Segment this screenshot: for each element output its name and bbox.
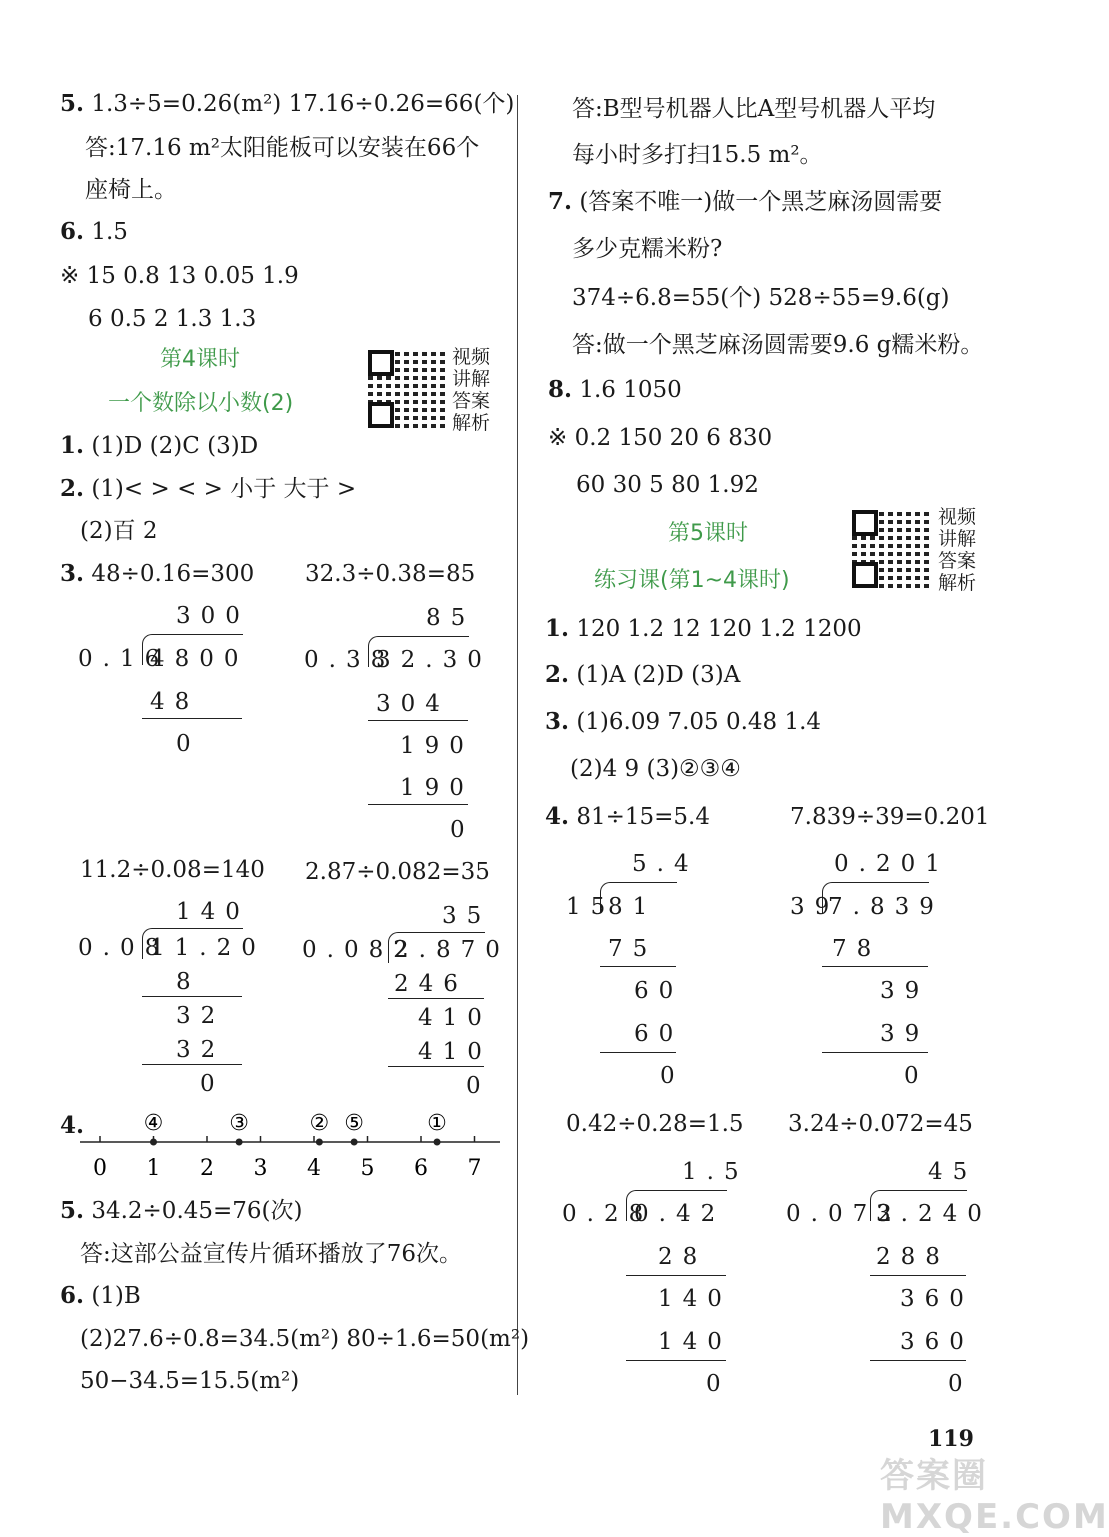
watermark-logo: 答案圈 MXQE.COM bbox=[880, 1456, 1109, 1537]
left-q5b-answer: 答:这部公益宣传片循环播放了76次。 bbox=[80, 1241, 463, 1267]
ld8-line2 bbox=[870, 1360, 966, 1361]
ld7-line2 bbox=[626, 1360, 726, 1361]
ld7-row3: 140 bbox=[658, 1329, 732, 1355]
ld8-row2: 360 bbox=[900, 1286, 974, 1312]
lesson5-subtitle: 练习课(第1~4课时) bbox=[594, 568, 790, 593]
ld7-row1: 28 bbox=[658, 1244, 708, 1270]
right-q4-eq3: 0.42÷0.28=1.5 bbox=[566, 1111, 744, 1137]
left-q6b-2: (2)27.6÷0.8=34.5(m²) 80÷1.6=50(m²) bbox=[80, 1326, 530, 1352]
ld1-dividend: 4800 bbox=[150, 646, 249, 672]
left-q2-part2: (2)百 2 bbox=[80, 518, 158, 544]
ld1-line bbox=[142, 718, 242, 719]
number-line-tick-label: 0 bbox=[93, 1156, 107, 1181]
lesson4-title: 第4课时 bbox=[160, 347, 240, 372]
ld3-quotient: 140 bbox=[176, 899, 250, 925]
ld2-row2: 190 bbox=[400, 733, 474, 759]
ld2-row3: 190 bbox=[400, 775, 474, 801]
ld4-dividend: 2.870 bbox=[394, 937, 510, 963]
ld5-line2 bbox=[600, 1052, 676, 1053]
right-star-row2: 60 30 5 80 1.92 bbox=[576, 472, 759, 498]
ld2-divisor: 0.38 bbox=[304, 647, 396, 673]
left-q5: 5. 1.3÷5=0.26(m²) 17.16÷0.26=66(个) bbox=[60, 90, 515, 117]
ld6-line2 bbox=[822, 1052, 928, 1053]
ld5-row1: 75 bbox=[608, 936, 658, 962]
ld2-line1 bbox=[368, 720, 468, 721]
right-q7-2: 多少克糯米粉? bbox=[572, 236, 723, 262]
ld8-dividend: 3.240 bbox=[876, 1201, 992, 1227]
ld7-dividend: 0.42 bbox=[634, 1201, 726, 1227]
ld2-row4: 0 bbox=[450, 817, 475, 843]
left-q5b: 5. 34.2÷0.45=76(次) bbox=[60, 1197, 303, 1224]
ld4-row2: 410 bbox=[418, 1005, 492, 1031]
left-q5-answer: 答:17.16 m²太阳能板可以安装在66个 bbox=[85, 135, 480, 161]
number-line-tick-label: 7 bbox=[467, 1156, 482, 1181]
ld3-row2: 32 bbox=[176, 1003, 226, 1029]
right-q3-2: (2)4 9 (3)②③④ bbox=[570, 756, 741, 782]
left-q1: 1. (1)D (2)C (3)D bbox=[60, 432, 259, 459]
ld3-row4: 0 bbox=[200, 1071, 225, 1097]
ld4-row4: 0 bbox=[466, 1073, 491, 1099]
number-line-tick-label: 6 bbox=[414, 1156, 428, 1181]
right-q7: 7. (答案不唯一)做一个黑芝麻汤圆需要 bbox=[548, 188, 943, 215]
ld7-row2: 140 bbox=[658, 1286, 732, 1312]
right-answer-top2: 每小时多打扫15.5 m²。 bbox=[572, 142, 823, 168]
ld3-line1 bbox=[142, 996, 242, 997]
number-line-tick-label: 2 bbox=[200, 1156, 214, 1181]
number-line-point-label: ① bbox=[427, 1111, 447, 1136]
ld4-row1: 246 bbox=[394, 971, 468, 997]
number-line-point bbox=[316, 1139, 323, 1146]
left-q5-answer-cont: 座椅上。 bbox=[85, 177, 177, 203]
ld1-row1: 48 bbox=[150, 689, 200, 715]
left-star-row2: 6 0.5 2 1.3 1.3 bbox=[88, 306, 257, 332]
ld5-quotient: 5.4 bbox=[632, 851, 699, 877]
ld6-row1: 78 bbox=[832, 936, 882, 962]
right-q1: 1. 120 1.2 12 120 1.2 1200 bbox=[545, 615, 862, 642]
ld5-row3: 60 bbox=[634, 1021, 684, 1047]
ld4-quotient: 35 bbox=[442, 903, 492, 929]
page-number: 119 bbox=[928, 1426, 974, 1452]
lesson4-subtitle: 一个数除以小数(2) bbox=[108, 391, 294, 416]
ld6-row3: 39 bbox=[880, 1021, 930, 1047]
ld7-divisor: 0.28 bbox=[562, 1201, 654, 1227]
left-q2: 2. (1)< > < > 小于 大于 > bbox=[60, 475, 357, 502]
left-q6b: 6. (1)B bbox=[60, 1282, 141, 1309]
ld2-dividend: 32.30 bbox=[376, 647, 492, 673]
ld2-line2 bbox=[368, 804, 468, 805]
right-q4-eq4: 3.24÷0.072=45 bbox=[788, 1111, 973, 1137]
lesson5-title: 第5课时 bbox=[668, 521, 748, 546]
qr-code-icon[interactable] bbox=[852, 510, 930, 588]
ld8-row1: 288 bbox=[876, 1244, 950, 1270]
ld4-divisor: 0.082 bbox=[302, 937, 418, 963]
right-answer-top1: 答:B型号机器人比A型号机器人平均 bbox=[572, 96, 936, 122]
ld6-divisor: 39 bbox=[790, 894, 840, 920]
right-q4: 4. 81÷15=5.4 bbox=[545, 803, 710, 830]
ld8-quotient: 45 bbox=[928, 1159, 978, 1185]
number-line-tick-label: 4 bbox=[307, 1156, 321, 1181]
number-line bbox=[70, 1100, 510, 1190]
right-q8: 8. 1.6 1050 bbox=[548, 376, 682, 403]
ld8-row4: 0 bbox=[948, 1371, 973, 1397]
left-q3-eq3: 11.2÷0.08=140 bbox=[80, 857, 265, 883]
ld2-row1: 304 bbox=[376, 691, 450, 717]
ld1-row2: 0 bbox=[176, 731, 201, 757]
number-line-point bbox=[236, 1139, 243, 1146]
qr-code-icon[interactable] bbox=[368, 350, 446, 428]
number-line-tick-label: 3 bbox=[253, 1156, 268, 1181]
ld1-quotient: 300 bbox=[176, 603, 250, 629]
ld5-line1 bbox=[600, 966, 676, 967]
ld3-line2 bbox=[142, 1064, 242, 1065]
ld6-row2: 39 bbox=[880, 978, 930, 1004]
ld8-line1 bbox=[870, 1275, 966, 1276]
right-q7-4: 答:做一个黑芝麻汤圆需要9.6 g糯米粉。 bbox=[572, 332, 984, 358]
ld8-divisor: 0.072 bbox=[786, 1201, 902, 1227]
ld5-divisor: 15 bbox=[566, 894, 616, 920]
number-line-point-label: ② bbox=[309, 1111, 330, 1136]
left-q6: 6. 1.5 bbox=[60, 218, 128, 245]
right-star-row1: ※ 0.2 150 20 6 830 bbox=[548, 425, 773, 451]
ld3-row1: 8 bbox=[176, 969, 201, 995]
ld1-divisor: 0.16 bbox=[78, 646, 170, 672]
ld7-quotient: 1.5 bbox=[682, 1159, 749, 1185]
number-line-point bbox=[150, 1139, 157, 1146]
right-q3: 3. (1)6.09 7.05 0.48 1.4 bbox=[545, 708, 822, 735]
ld5-row2: 60 bbox=[634, 978, 684, 1004]
number-line-point bbox=[434, 1139, 441, 1146]
number-line-point bbox=[351, 1139, 358, 1146]
number-line-tick-label: 5 bbox=[360, 1156, 375, 1181]
ld5-row4: 0 bbox=[660, 1063, 685, 1089]
right-q2: 2. (1)A (2)D (3)A bbox=[545, 661, 741, 688]
ld4-line1 bbox=[388, 998, 484, 999]
ld4-row3: 410 bbox=[418, 1039, 492, 1065]
ld6-row4: 0 bbox=[904, 1063, 929, 1089]
qr-label: 视频讲解答案解析 bbox=[938, 506, 977, 594]
ld7-row4: 0 bbox=[706, 1371, 731, 1397]
left-q3: 3. 48÷0.16=300 bbox=[60, 560, 255, 587]
right-q7-3: 374÷6.8=55(个) 528÷55=9.6(g) bbox=[572, 285, 950, 311]
ld3-row3: 32 bbox=[176, 1037, 226, 1063]
right-q4-eq2: 7.839÷39=0.201 bbox=[790, 804, 990, 830]
number-line-point-label: ④ bbox=[143, 1111, 164, 1136]
ld3-dividend: 11.20 bbox=[150, 935, 266, 961]
left-q3-eq2: 32.3÷0.38=85 bbox=[305, 561, 476, 587]
ld8-row3: 360 bbox=[900, 1329, 974, 1355]
ld3-divisor: 0.08 bbox=[78, 935, 170, 961]
ld6-quotient: 0.201 bbox=[834, 851, 950, 877]
ld4-line2 bbox=[388, 1066, 484, 1067]
qr-label: 视频讲解答案解析 bbox=[452, 346, 491, 434]
page-divider bbox=[517, 95, 518, 1395]
number-line-point-label: ③ bbox=[229, 1111, 249, 1136]
ld2-quotient: 85 bbox=[426, 605, 476, 631]
left-star-row1: ※ 15 0.8 13 0.05 1.9 bbox=[60, 263, 299, 289]
ld6-dividend: 7.839 bbox=[828, 894, 944, 920]
ld6-line1 bbox=[822, 966, 928, 967]
number-line-tick-label: 1 bbox=[146, 1156, 161, 1181]
left-q4-label: 4. bbox=[60, 1112, 85, 1139]
ld7-line1 bbox=[626, 1275, 726, 1276]
left-q6b-3: 50−34.5=15.5(m²) bbox=[80, 1368, 300, 1394]
left-q3-eq4: 2.87÷0.082=35 bbox=[305, 859, 490, 885]
number-line-point-label: ⑤ bbox=[344, 1111, 364, 1136]
ld5-dividend: 81 bbox=[608, 894, 658, 920]
